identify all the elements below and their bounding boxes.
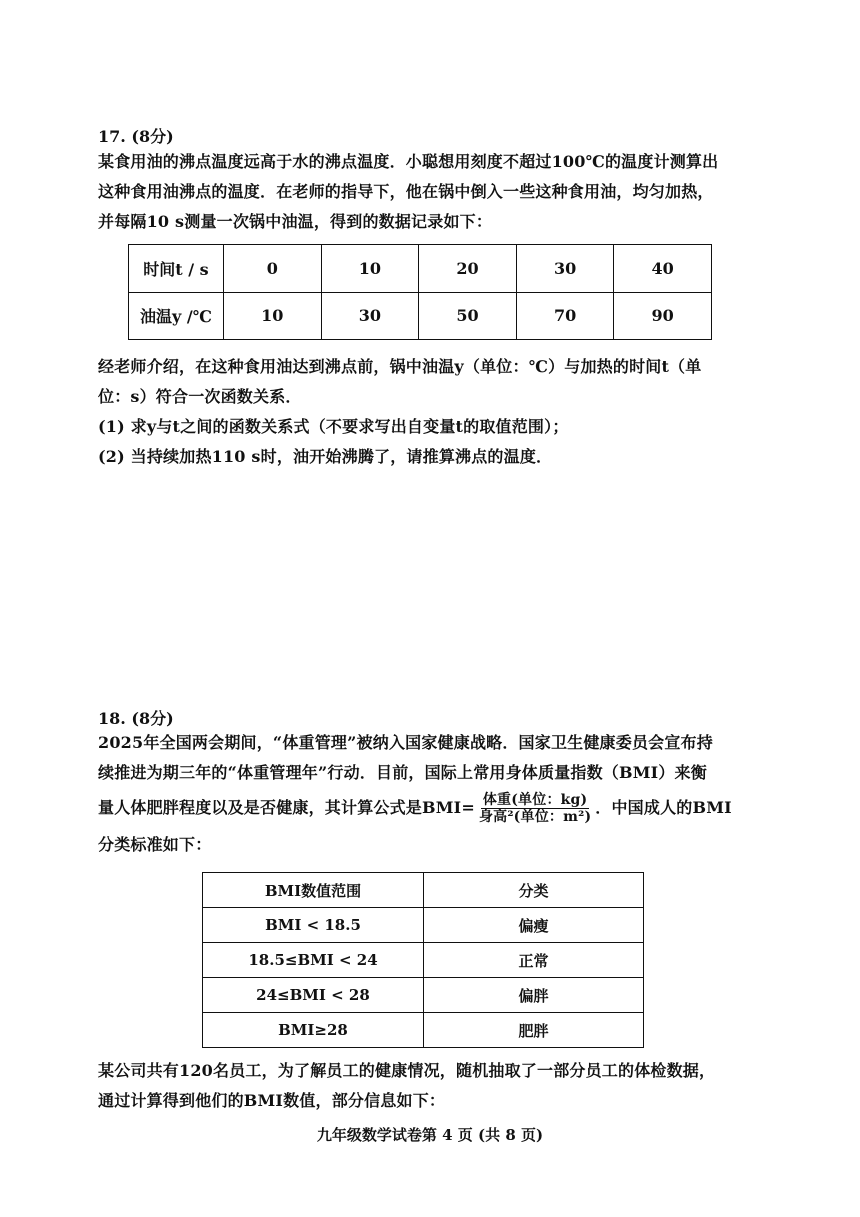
q17-data-table: [128, 244, 712, 340]
q18-intro-line: 续推进为期三年的“体重管理年”行动．目前，国际上常用身体质量指数（BMI）来衡: [98, 763, 707, 782]
table-row-header: 时间t / s: [129, 245, 224, 293]
q17-intro-line: 某食用油的沸点温度远高于水的沸点温度．小聪想用刻度不超过100℃的温度计测算出: [98, 152, 719, 171]
table-row: [203, 1013, 644, 1048]
q18-formula-suffix: ．中国成人的BMI: [595, 798, 732, 817]
bmi-formula-numerator: 体重(单位：kg): [482, 792, 588, 808]
q17-intro: [98, 147, 758, 237]
table-cell: 30: [321, 292, 419, 340]
bmi-formula-denominator: 身高²(单位：m²): [478, 809, 592, 825]
q18-formula-line: [98, 790, 758, 826]
table-cell: 10: [321, 245, 419, 293]
q17-intro-line: 这种食用油沸点的温度．在老师的指导下，他在锅中倒入一些这种食用油，均匀加热，: [98, 182, 714, 201]
q17-intro-line: 并每隔10 s测量一次锅中油温，得到的数据记录如下：: [98, 212, 493, 231]
q18-table-intro: [98, 830, 758, 860]
table-cell: 肥胖: [424, 1013, 644, 1048]
table-cell: 正常: [424, 943, 644, 978]
table-cell: 20: [419, 245, 517, 293]
table-cell: 10: [224, 292, 322, 340]
q17-header: 17. (8分): [98, 127, 174, 146]
table-cell: 50: [419, 292, 517, 340]
table-cell: 偏瘦: [424, 908, 644, 943]
table-header-cell: 分类: [424, 873, 644, 908]
q17-explanation-line: 位：s）符合一次函数关系．: [98, 387, 302, 406]
bmi-formula-fraction: [477, 792, 593, 825]
table-row-header: 油温y /℃: [129, 292, 224, 340]
q18-followup: [98, 1056, 758, 1116]
table-row: [203, 908, 644, 943]
q18-intro-line: 2025年全国两会期间，“体重管理”被纳入国家健康战略．国家卫生健康委员会宣布持: [98, 733, 713, 752]
q17-explanation-line: 经老师介绍，在这种食用油达到沸点前，锅中油温y（单位：℃）与加热的时间t（单: [98, 357, 702, 376]
q18-intro: [98, 728, 758, 788]
bmi-category-table: [202, 872, 644, 1048]
table-row: [203, 943, 644, 978]
q18-header: 18. (8分): [98, 709, 174, 728]
q18-followup-line: 某公司共有120名员工，为了解员工的健康情况，随机抽取了一部分员工的体检数据，: [98, 1061, 716, 1080]
table-cell: 40: [614, 245, 712, 293]
table-row: [203, 978, 644, 1013]
q17-explanation: [98, 352, 758, 472]
table-cell: 18.5≤BMI < 24: [203, 943, 424, 978]
table-cell: 24≤BMI < 28: [203, 978, 424, 1013]
table-header-cell: BMI数值范围: [203, 873, 424, 908]
q17-part-2: (2) 当持续加热110 s时，油开始沸腾了，请推算沸点的温度．: [98, 447, 553, 466]
table-row: [129, 292, 712, 340]
q18-followup-line: 通过计算得到他们的BMI数值，部分信息如下：: [98, 1091, 446, 1110]
table-header-row: [203, 873, 644, 908]
table-cell: 0: [224, 245, 322, 293]
table-cell: BMI≥28: [203, 1013, 424, 1048]
table-cell: 90: [614, 292, 712, 340]
table-cell: BMI < 18.5: [203, 908, 424, 943]
table-cell: 偏胖: [424, 978, 644, 1013]
q18-table-intro-line: 分类标准如下：: [98, 835, 212, 854]
table-cell: 30: [516, 245, 614, 293]
table-row: [129, 245, 712, 293]
q18-formula-text: 量人体肥胖程度以及是否健康，其计算公式是BMI=: [98, 798, 475, 817]
q17-part-1: (1) 求y与t之间的函数关系式（不要求写出自变量t的取值范围）；: [98, 417, 569, 436]
table-cell: 70: [516, 292, 614, 340]
page-footer: 九年级数学试卷第 4 页 (共 8 页): [316, 1126, 544, 1144]
